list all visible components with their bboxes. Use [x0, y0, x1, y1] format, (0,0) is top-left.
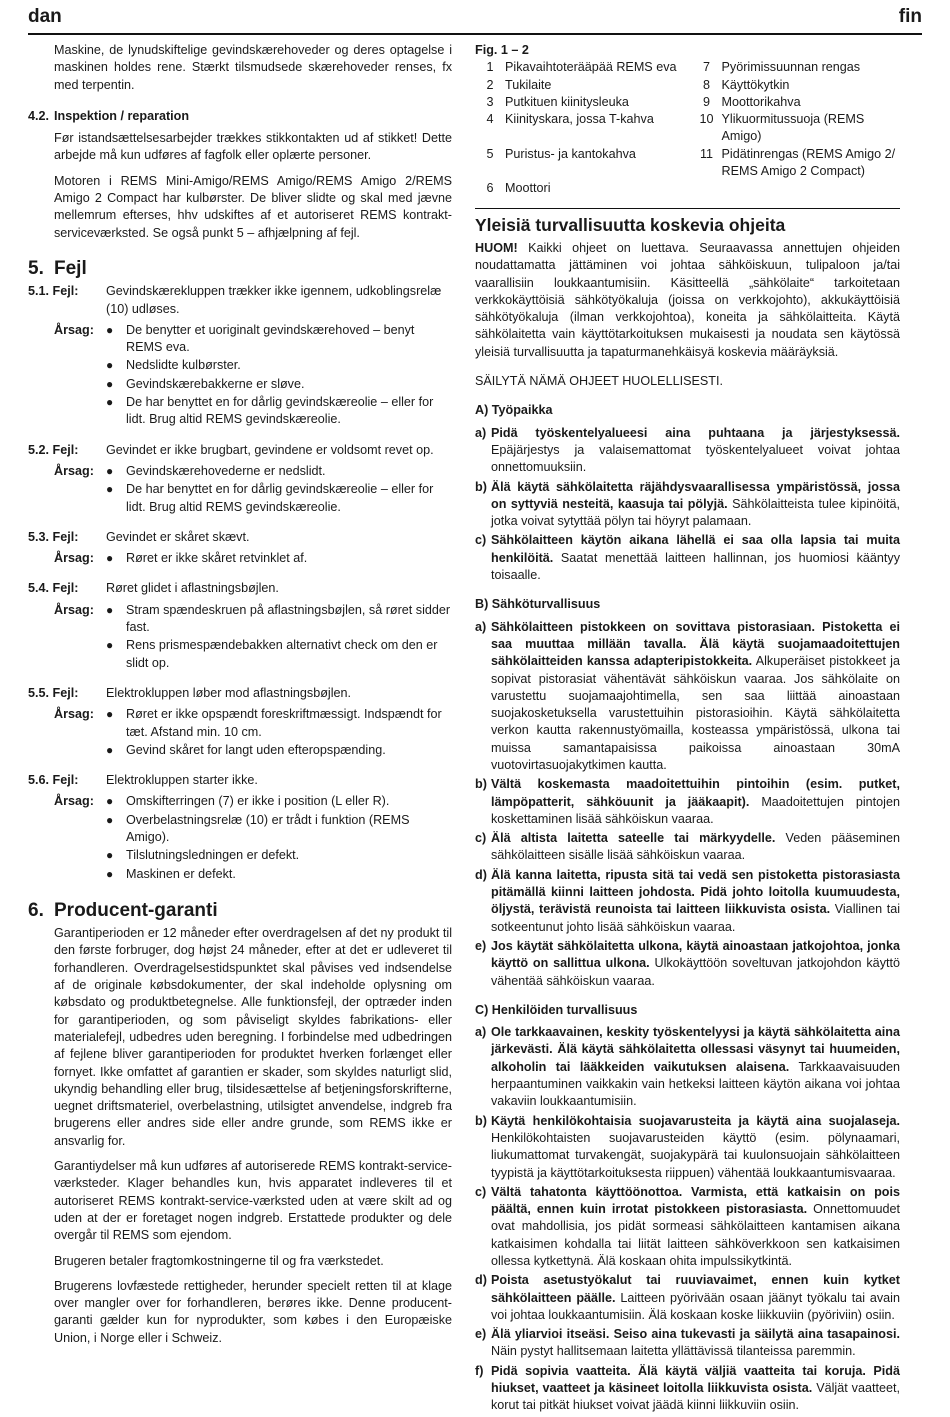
- legend-item: [475, 77, 684, 94]
- fault-row: [28, 442, 452, 459]
- legend-text: Käyttökytkin: [721, 77, 790, 92]
- warranty-paragraph: Brugerens lovfæstede rettigheder, herunder specielt retten til at klage over mangler over for forhandleren, berøres ikke. Denne producent-garanti gælder kun for nyprodukter, som købes i den Europæiske Union, i Norge eller i Schweiz.: [54, 1278, 452, 1345]
- safety-item-normal: Alkuperäiset pistokkeet ja sopivat pistorasiat vähentävät sähköiskun vaaraa. Jos sähkölaite on varustettu suojamaajohtimella, sen saa liittää ainoastaan suojakosketuksella varustettuihin pistorasioihin. Käytä sähkölaitetta verkon kautta rakennustyömailla, kosteassa ympäristössä, ulkona tai muissa samantapaisissa paikoissa ainoastaan 30mA vuotovirtasuojakytkimen kautta.: [491, 654, 900, 772]
- safety-item-letter: b): [475, 1113, 487, 1128]
- safety-item-text: [491, 867, 900, 936]
- cause-label: Årsag:: [54, 551, 94, 566]
- safety-item: [475, 867, 900, 936]
- legend-text: Pikavaihtoterääpää REMS eva: [505, 60, 677, 75]
- legend-text: Kiinityskara, jossa T-kahva: [505, 112, 654, 127]
- safety-section-heading: B) Sähköturvallisuus: [475, 597, 601, 612]
- safety-item-letter: b): [475, 479, 487, 494]
- safety-item-bold: Älä kanna laitetta, ripusta sitä tai vedä sen pistoketta pistorasiasta pitämällä kiinni laitteen johdosta. Pidä johto loitolla kuumuudesta, öljystä, terävistä reunoista tai laitteen liikkuvista osista.: [491, 867, 900, 917]
- legend-item: [692, 59, 901, 76]
- safety-item-normal: Onnettomuudet ovat mahdollisia, jos pidät sormeasi sähkölaitteen kantamisen aikana katkaisimen kohdalla tai liität laitteen sähköverkkoon sen katkaisimen ollessa kytkettynä. Älä koskaan ohita impulssikytkintä.: [491, 1202, 900, 1268]
- cause-row: [28, 550, 452, 568]
- cause-item: ● Stram spændeskruen på aflastningsbøjlen, så røret sidder fast.: [106, 602, 452, 637]
- safety-item-bold: Sähkölaitteen pistokkeen on sovittava pistorasiaan. Pistoketta ei saa muuttaa millään tavalla. Älä käytä suojamaadoitettujen sähkölaitteiden kanssa adapteripistokkeita.: [491, 619, 900, 669]
- fault-label: 5.1. Fejl:: [28, 284, 79, 299]
- safety-item-normal: Viallinen tai sotkeentunut johto lisää sähköiskun vaaraa.: [491, 902, 900, 934]
- warranty-text: [28, 925, 452, 1347]
- safety-item: [475, 1272, 900, 1324]
- cause-item: ● Røret er ikke opspændt foreskriftmæssigt. Indspændt for tæt. Afstand min. 10 cm.: [106, 706, 452, 741]
- cause-item: ● De har benyttet en for dårlig gevindskæreolie – eller for lidt. Brug altid REMS gevindskæreolie.: [106, 394, 452, 429]
- safety-item-bold: Vältä tahatonta käyttöönottoa. Varmista, että katkaisin on pois päältä, ennen kuin irrotat pistokkeen pistorasiasta.: [491, 1184, 900, 1217]
- legend-item: [692, 94, 901, 111]
- legend-item: [475, 111, 684, 146]
- legend-number: 5: [486, 146, 494, 161]
- legend-number: 11: [699, 146, 714, 161]
- safety-item-letter: c): [475, 1184, 487, 1199]
- legend-item: [692, 111, 901, 146]
- safety-item: [475, 1326, 900, 1361]
- safety-item-letter: c): [475, 831, 487, 846]
- legend-number: 3: [486, 94, 494, 109]
- cause-item: ● Maskinen er defekt.: [106, 866, 452, 883]
- fault-row: [28, 529, 452, 546]
- legend-item: [692, 146, 901, 181]
- fault-row: [28, 772, 452, 789]
- safety-item-text: [491, 1184, 900, 1270]
- legend-text: Ylikuormitussuoja (REMS Amigo): [721, 112, 865, 144]
- safety-item-normal: Ulkokäyttöön soveltuvan jatkojohdon käyttö vähentää sähköiskun vaaraa.: [491, 956, 900, 988]
- safety-item-bold: Käytä henkilökohtaisia suojavarusteita ja käytä aina suojalaseja.: [491, 1113, 900, 1128]
- legend-item: [475, 59, 684, 76]
- safety-item-letter: a): [475, 619, 487, 634]
- safety-item-letter: e): [475, 1327, 487, 1342]
- cause-item: ● Rens prismespændebakken alternativt check om den er slidt op.: [106, 637, 452, 672]
- cause-list: [106, 706, 452, 760]
- cause-label: Årsag:: [54, 463, 94, 478]
- safety-item: [475, 619, 900, 775]
- fault-row: [28, 283, 452, 318]
- safety-item: [475, 479, 900, 531]
- legend-number: 10: [699, 112, 714, 127]
- safety-item: [475, 938, 900, 990]
- fault-list: [28, 283, 452, 884]
- legend-item: [475, 180, 684, 197]
- cause-list: [106, 602, 452, 673]
- safety-item-text: [491, 1326, 900, 1361]
- safety-item-text: [491, 1024, 900, 1110]
- safety-item: [475, 776, 900, 828]
- safety-item-text: [491, 425, 900, 477]
- warranty-paragraph: Garantiperioden er 12 måneder efter overdragelsen af det ny produkt til den første forbruger, dog højst 24 måneder, efter at det er udleveret til forhandleren. Overdragelsestidspunktet skal påvises ved indsendelse af de originale købsdokumenter, der skal indeholde oplysning om købsdato og produktbetegnelse. Alle funktionsfejl, der optræder inden for garantiperioden, og som påviseligt skyldes fabrikations- eller materialefejl, udbedres uden beregning. I forbindelse med udbedringen af fejlene bliver garantiperioden for produktet hverken forlænget eller fornyet. Ikke omfattet af garantien er skader, som skyldes naturligt slid, ukyndig behandling eller brug, tilsidesættelse af betjeningsforskrifterne, uegnet driftsmateriel, overbelastning, utilsigtet anvendelse, indgreb fra brugerens eller andres side eller andre grunde, som REMS ikke er ansvarlig for.: [54, 926, 452, 1148]
- cause-item: ● Røret er ikke skåret retvinklet af.: [106, 550, 452, 567]
- safety-item-bold: Jos käytät sähkölaitetta ulkona, käytä ainoastaan jatkojohtoa, jonka käyttö on sallittua ulkona.: [491, 938, 900, 971]
- fault-row: [28, 685, 452, 702]
- cause-item: ● Omskifterringen (7) er ikke i position (L eller R).: [106, 793, 452, 810]
- cause-list: [106, 463, 452, 517]
- safety-item-letter: f): [475, 1363, 484, 1378]
- legend-text: Tukilaite: [505, 77, 552, 92]
- fault-text: Røret glidet i aflastningsbøjlen.: [106, 581, 279, 596]
- cause-item: ● Gevindskærebakkerne er sløve.: [106, 376, 452, 393]
- safety-item-normal: Laitteen pyörivään osaan jäänyt työkalu tai avain voi johtaa loukkaantumisiin. Älä koskaan koske liikkuviin (pyöriviin) osiin.: [491, 1290, 900, 1322]
- safety-item-normal: Epäjärjestys ja valaisemattomat työskentelyalueet voivat johtaa onnettomuuksiin.: [491, 442, 900, 475]
- safety-item-bold: Poista asetustyökalut tai ruuviavaimet, ennen kuin kytket sähkölaitteen päälle.: [491, 1273, 900, 1305]
- safety-item-bold: Pidä sopivia vaatteita. Älä käytä väljiä vaatteita tai koruja. Pidä hiukset, vaatteet ja käsineet loitolla liikkuvista osista.: [491, 1363, 900, 1396]
- safety-item-letter: a): [475, 1025, 487, 1040]
- section-4-2-heading: 4.2. Inspektion / reparation: [28, 108, 190, 123]
- safety-item: [475, 830, 900, 865]
- legend-number: [692, 180, 722, 197]
- fault-text: Gevindet er skåret skævt.: [106, 529, 250, 544]
- warranty-paragraph: Brugeren betaler fragtomkostningerne til og fra værkstedet.: [54, 1253, 384, 1268]
- legend-text: Moottorikahva: [721, 94, 801, 109]
- safety-item-letter: c): [475, 533, 487, 548]
- safety-item-bold: Älä yliarvioi itseäsi. Seiso aina tukevasti ja säilytä aina tasapainosi.: [491, 1327, 900, 1342]
- safety-item: [475, 1184, 900, 1270]
- figure-legend: [475, 59, 900, 197]
- legend-number: 8: [702, 77, 710, 92]
- legend-item: [692, 77, 901, 94]
- safety-item-normal: Näin pystyt hallitsemaan laitetta yllättävissä tilanteissa paremmin.: [491, 1344, 856, 1359]
- safety-item-text: [491, 830, 900, 865]
- legend-number: 6: [486, 181, 494, 196]
- safety-item-letter: a): [475, 425, 487, 440]
- cause-label: Årsag:: [54, 794, 94, 809]
- section-5-heading: 5. Fejl: [28, 257, 87, 279]
- legend-number: 2: [486, 77, 494, 92]
- cause-label: Årsag:: [54, 602, 94, 617]
- cause-list: [106, 793, 452, 883]
- right-column: [475, 42, 900, 1417]
- section-4-2-para-2: Motoren i REMS Mini-Amigo/REMS Amigo/REMS Amigo 2/REMS Amigo 2 Compact har kulbørster. De bliver slidte og skal med jævne mellemrum efterses, hhv udskiftes af et autoriseret REMS kontrakt-serviceværksted. Se også punkt 5 – afhjælpning af fejl.: [54, 173, 452, 240]
- cause-item: ● Overbelastningsrelæ (10) er trådt i funktion (REMS Amigo).: [106, 812, 452, 847]
- legend-number: 7: [702, 60, 710, 75]
- fault-label: 5.6. Fejl:: [28, 773, 79, 788]
- safety-section-heading: A) Työpaikka: [475, 403, 553, 418]
- safety-item-text: [491, 938, 900, 990]
- cause-item: ● Nedslidte kulbørster.: [106, 357, 452, 374]
- cause-item: ● Gevindskærehovederne er nedslidt.: [106, 463, 452, 480]
- fault-label: 5.2. Fejl:: [28, 442, 79, 457]
- legend-text: Putkituen kiinityslеuka: [505, 94, 629, 109]
- fault-text: Elektrokluppen løber mod aflastningsbøjlen.: [106, 685, 352, 700]
- keep-instructions: SÄILYTÄ NÄMÄ OHJEET HUOLELLISESTI.: [475, 374, 723, 389]
- fault-label: 5.4. Fejl:: [28, 581, 79, 596]
- safety-item-bold: Vältä koskemasta maadoitettuihin pintoihin (esim. putket, lämpöpatterit, sähköuunit ja jääkaapit).: [491, 777, 900, 809]
- safety-item-text: [491, 1113, 900, 1182]
- fault-text: Gevindskærekluppen trækker ikke igennem, udkoblingsrelæ (10) udløses.: [106, 284, 442, 316]
- cause-row: [28, 793, 452, 883]
- legend-number: 9: [702, 94, 710, 109]
- safety-title: Yleisiä turvallisuutta koskevia ohjeita: [475, 214, 786, 235]
- header-rule: [28, 33, 922, 35]
- cause-list: [106, 322, 452, 430]
- legend-text: Moottori: [505, 181, 551, 196]
- section-4-2-para-1: Før istandsættelsesarbejder trækkes stikkontakten ud af stikket! Dette arbejde må kun udføres af fagfolk eller oplærte personer.: [54, 131, 452, 163]
- cause-item: ● Gevind skåret for langt uden efteropspænding.: [106, 742, 452, 759]
- safety-item-text: [491, 1272, 900, 1324]
- cause-row: [28, 706, 452, 760]
- safety-item-letter: b): [475, 777, 487, 792]
- cause-row: [28, 463, 452, 517]
- safety-item-bold: Sähkölaitteen käytön aikana lähellä ei saa olla lapsia tai muita henkilöitä.: [491, 533, 900, 565]
- language-label-right: fin: [898, 6, 922, 27]
- section-6-heading: 6. Producent-garanti: [28, 899, 218, 921]
- legend-item: [692, 180, 901, 197]
- section-rule: [475, 208, 900, 209]
- safety-item-normal: Veden pääseminen sähkölaitteen sisälle lisää sähköiskun vaaraa.: [491, 831, 900, 863]
- safety-item-letter: d): [475, 867, 487, 882]
- cause-label: Årsag:: [54, 707, 94, 722]
- safety-item: [475, 1363, 900, 1415]
- legend-text: Puristus- ja kantokahva: [505, 146, 636, 161]
- safety-item-letter: d): [475, 1273, 487, 1288]
- left-column: [28, 42, 452, 1355]
- language-label-left: dan: [28, 6, 62, 27]
- safety-item-normal: Henkilökohtaisten suojavarusteiden käyttö (esim. pölynaamari, liukumattomat turvakengät, suojakypärä tai kuulonsuojain sähkölaitteen tyypistä ja käyttötarkoituksesta riippuen) vähentää loukkaantumisvaaraa.: [491, 1130, 900, 1180]
- safety-section-heading: C) Henkilöiden turvallisuus: [475, 1002, 638, 1017]
- legend-text: Pidätinrengas (REMS Amigo 2/ REMS Amigo 2 Compact): [721, 146, 896, 179]
- safety-item-normal: Saatat menettää laitteen hallinnan, jos huomiosi kääntyy toisaalle.: [491, 550, 900, 583]
- cause-item: ● De har benyttet en for dårlig gevindskæreolie – eller for lidt. Brug altid REMS gevindskæreolie.: [106, 481, 452, 516]
- safety-item: [475, 1024, 900, 1110]
- cause-row: [28, 602, 452, 673]
- safety-item-normal: Tarkkaavaisuuden herpaantuminen vaikkakin vain hetkeksi laitteen käytön aikana voi johtaa vakaviin loukkaantumisiin.: [491, 1059, 900, 1109]
- safety-item-normal: Maadoitettujen pintojen koskettaminen lisää sähköiskun vaaraa.: [491, 794, 900, 826]
- warranty-paragraph: Garantiydelser må kun udføres af autoriserede REMS kontrakt-service-værksteder. Klager behandles kun, hvis apparatet indleveres til et autoriseret REMS kontrakt-service-værksted uden at være skilt ad og uden at der er foretaget nogen indgreb. Erstattede produkter og dele overgår til REMS som ejendom.: [54, 1159, 452, 1243]
- fault-label: 5.3. Fejl:: [28, 529, 79, 544]
- cause-row: [28, 322, 452, 430]
- legend-number: 1: [486, 60, 494, 75]
- huom-paragraph: HUOM! Kaikki ohjeet on luettava. Seuraavassa annettujen ohjeiden noudattamatta jättäminen voi johtaa sähköiskuun, tulipaloon ja/tai vaarallisiin loukkaantumisiin. Käsitteellä „sähkölaite“ tarkoitetaan verkkokäyttöisiä sähkötyökaluja (joissa on verkkojohto), akkukäyttöisiä sähkötyökaluja (ilman verkkojohtoa), koneita ja sähkölaitteita. Käytä sähkölaitetta vain käyttötarkoituksen mukaisesti ja noudata sen käytössä yleisiä turvallisuutta ja tapaturmanehkäisyä koskevia määräyksiä.: [475, 240, 900, 359]
- legend-number: 4: [486, 112, 494, 127]
- safety-item-text: [491, 479, 900, 531]
- safety-item: [475, 1113, 900, 1182]
- legend-item: [475, 94, 684, 111]
- safety-sections: [475, 402, 900, 1414]
- safety-item: [475, 425, 900, 477]
- cause-item: ● De benytter et uoriginalt gevindskærehoved – benyt REMS eva.: [106, 322, 452, 357]
- safety-item-bold: Ole tarkkaavainen, keskity työskentelyysi ja käytä sähkölaitetta aina järkevästi. Älä käytä sähkölaitetta ollessasi väsynyt tai huumeiden, alkoholin tai lääkkeiden vaikutuksen alaisena.: [491, 1025, 900, 1074]
- fault-label: 5.5. Fejl:: [28, 685, 79, 700]
- legend-item: [475, 146, 684, 181]
- intro-paragraph: Maskine, de lynudskiftelige gevindskærehoveder og deres optagelse i maskinen holdes rene. Stærkt tilsmudsede skærehoveder renses, fx med terpentin.: [54, 43, 452, 92]
- cause-label: Årsag:: [54, 322, 94, 337]
- fault-text: Gevindet er ikke brugbart, gevindene er voldsomt revet op.: [106, 442, 434, 457]
- safety-item-bold: Älä altista laitetta sateelle tai märkyydelle.: [491, 831, 776, 846]
- safety-item-bold: Pidä työskentelyalueesi aina puhtaana ja järjestyksessä.: [491, 425, 900, 440]
- safety-item-letter: e): [475, 938, 487, 953]
- figure-legend-title: Fig. 1 – 2: [475, 43, 529, 57]
- safety-item-normal: Sähkölaitteista tulee kipinöitä, jotka voivat sytyttää pölyn tai höyryt palamaan.: [491, 496, 901, 529]
- safety-item-text: [491, 1363, 900, 1415]
- legend-text: Pyörimissuunnan rengas: [721, 60, 861, 75]
- safety-item-normal: Väljät vaatteet, korut tai pitkät hiukset voivat jäädä kiinni liikkuviin osiin.: [491, 1381, 900, 1413]
- fault-row: [28, 580, 452, 597]
- safety-item-text: [491, 532, 900, 584]
- safety-item: [475, 532, 900, 584]
- fault-text: Elektrokluppen starter ikke.: [106, 773, 258, 788]
- safety-item-bold: Älä käytä sähkölaitetta räjähdysvaarallisessa ympäristössä, jossa on syttyviä nesteitä, kaasuja tai pölyjä.: [491, 479, 900, 511]
- cause-list: [106, 550, 452, 568]
- safety-item-text: [491, 619, 900, 775]
- cause-item: ● Tilslutningsledningen er defekt.: [106, 847, 452, 864]
- safety-item-text: [491, 776, 900, 828]
